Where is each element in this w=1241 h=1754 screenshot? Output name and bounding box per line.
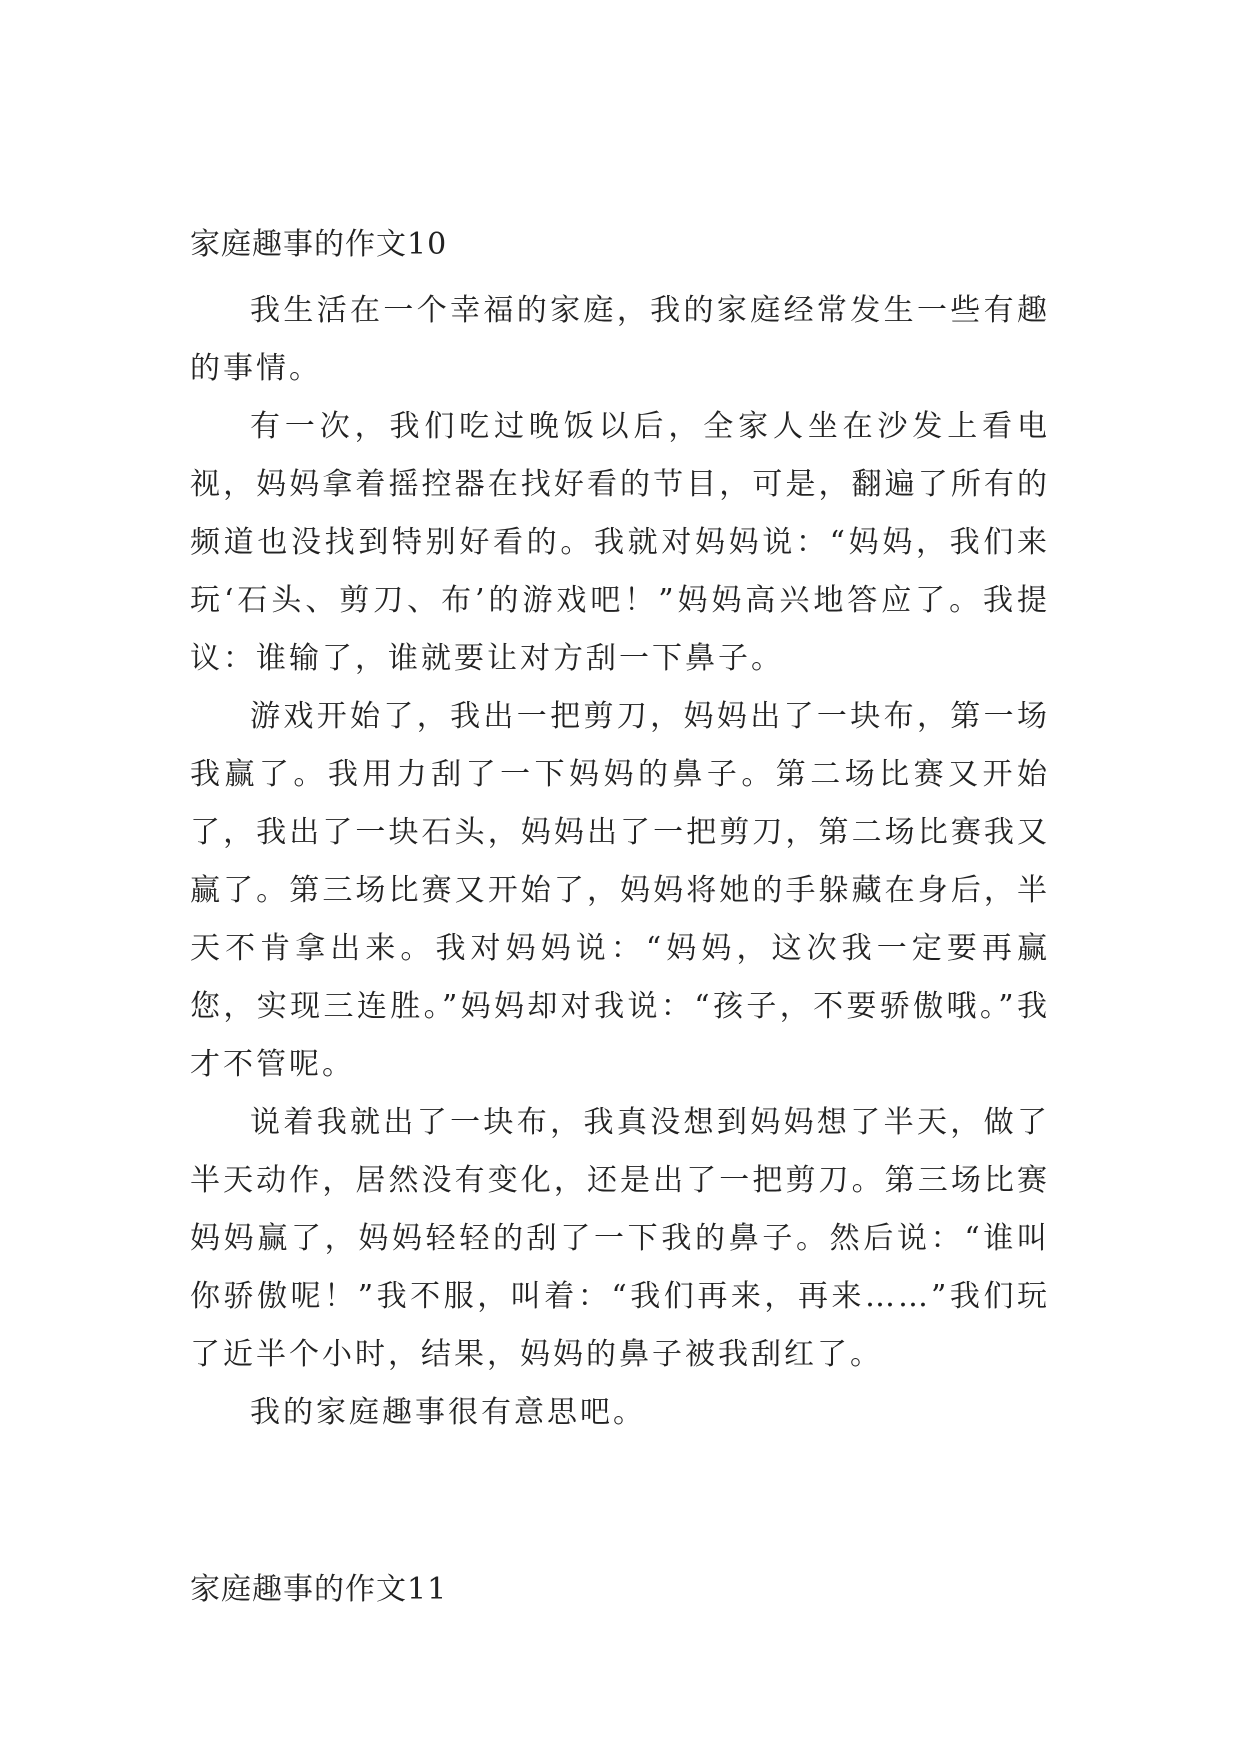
paragraph-3: 游戏开始了，我出一把剪刀，妈妈出了一块布，第一场我赢了。我用力刮了一下妈妈的鼻子。第二场比赛又开始了，我出了一块石头，妈妈出了一把剪刀，第二场比赛我又赢了。第三场比赛又开始了，妈妈将她的手躲藏在身后，半天不肯拿出来。我对妈妈说：“妈妈，这次我一定要再赢您，实现三连胜。”妈妈却对我说：“孩子，不要骄傲哦。”我才不管呢。 (190, 699, 1050, 1082)
essay-title-11: 家庭趣事的作文11 (190, 1572, 448, 1607)
essay-body (190, 282, 1050, 1442)
paragraph-5: 我的家庭趣事很有意思吧。 (250, 1395, 646, 1430)
paragraph-1: 我生活在一个幸福的家庭，我的家庭经常发生一些有趣的事情。 (190, 293, 1050, 386)
paragraph-2: 有一次，我们吃过晚饭以后，全家人坐在沙发上看电视，妈妈拿着摇控器在找好看的节目，可是，翻遍了所有的频道也没找到特别好看的。我就对妈妈说：“妈妈，我们来玩‘石头、剪刀、布’的游戏吧！”妈妈高兴地答应了。我提议：谁输了，谁就要让对方刮一下鼻子。 (190, 409, 1050, 676)
essay-title-10: 家庭趣事的作文10 (190, 227, 448, 262)
paragraph-4: 说着我就出了一块布，我真没想到妈妈想了半天，做了半天动作，居然没有变化，还是出了一把剪刀。第三场比赛妈妈赢了，妈妈轻轻的刮了一下我的鼻子。然后说：“谁叫你骄傲呢！”我不服，叫着：“我们再来，再来……”我们玩了近半个小时，结果，妈妈的鼻子被我刮红了。 (190, 1105, 1050, 1372)
